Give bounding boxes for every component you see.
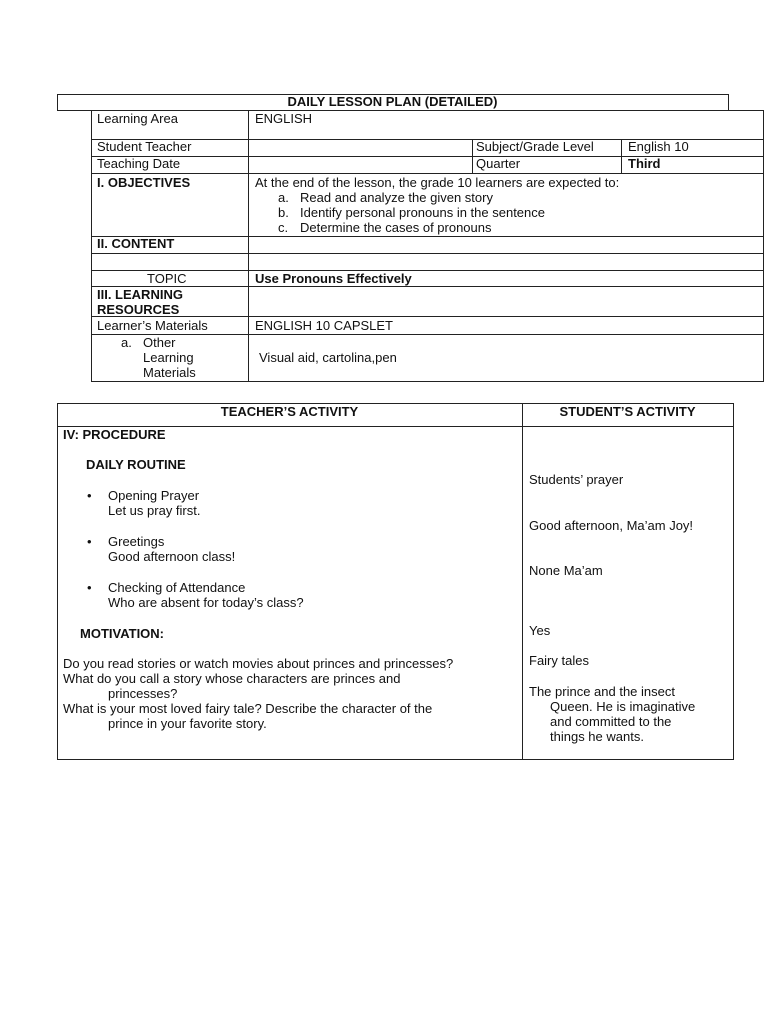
divider [91,334,764,335]
subject-value: English 10 [628,139,689,154]
student-response: Students’ prayer [529,472,624,487]
other-materials-label: Learning [143,350,194,365]
objectives-intro: At the end of the lesson, the grade 10 learners are expected to: [255,175,620,190]
divider [91,316,764,317]
routine-item-detail: Who are absent for today’s class? [108,595,304,610]
objective-item: Determine the cases of pronouns [300,220,492,235]
question-text: prince in your favorite story. [108,716,267,731]
divider [91,286,764,287]
routine-item-title: Checking of Attendance [108,580,246,595]
learning-area-value: ENGLISH [255,111,313,126]
divider [763,110,764,381]
objectives-label: I. OBJECTIVES [97,175,191,190]
question-text: Do you read stories or watch movies about princes and princesses? [63,656,454,671]
question-text: princesses? [108,686,178,701]
resources-label: III. LEARNING [97,287,183,302]
routine-item-detail: Let us pray first. [108,503,201,518]
student-response: None Ma’am [529,563,603,578]
content-label: II. CONTENT [97,236,175,251]
routine-item-detail: Good afternoon class! [108,549,236,564]
resources-label: RESOURCES [97,302,180,317]
other-marker: a. [121,335,132,350]
divider [57,403,58,759]
bullet-icon: • [87,534,92,549]
bullet-icon: • [87,580,92,595]
divider [91,173,764,174]
objective-item: Read and analyze the given story [300,190,493,205]
objective-marker: c. [278,220,289,235]
question-text: What do you call a story whose characters are princes and [63,671,401,686]
student-response: Good afternoon, Ma’am Joy! [529,518,694,533]
student-response: things he wants. [550,729,644,744]
divider [728,94,729,110]
divider [522,403,523,759]
learner-materials-label: Learner’s Materials [97,318,208,333]
divider [91,381,764,382]
topic-label: TOPIC [147,271,187,286]
divider [248,110,249,381]
student-response: Fairy tales [529,653,589,668]
student-teacher-label: Student Teacher [97,139,192,154]
topic-value: Use Pronouns Effectively [255,271,412,286]
learner-materials-value: ENGLISH 10 CAPSLET [255,318,393,333]
learning-area-label: Learning Area [97,111,178,126]
question-text: What is your most loved fairy tale? Describe the character of the [63,701,433,716]
divider [91,110,92,381]
other-materials-label: Materials [143,365,196,380]
other-materials-value: Visual aid, cartolina,pen [259,350,397,365]
subject-label: Subject/Grade Level [476,139,594,154]
page-title: DAILY LESSON PLAN (DETAILED) [287,94,498,109]
routine-item-title: Opening Prayer [108,488,200,503]
divider [91,270,764,271]
quarter-label: Quarter [476,156,521,171]
quarter-value: Third [628,156,661,171]
divider [91,156,764,157]
objective-item: Identify personal pronouns in the sentence [300,205,546,220]
divider [91,253,764,254]
divider [733,403,734,759]
motivation-heading: MOTIVATION: [80,626,165,641]
student-response: Queen. He is imaginative [550,699,696,714]
objective-marker: b. [278,205,289,220]
daily-routine-heading: DAILY ROUTINE [86,457,186,472]
teacher-activity-header: TEACHER’S ACTIVITY [220,404,359,419]
other-materials-label: Other [143,335,176,350]
procedure-heading: IV: PROCEDURE [63,427,166,442]
objective-marker: a. [278,190,289,205]
divider [91,236,764,237]
student-response: and committed to the [550,714,672,729]
routine-item-title: Greetings [108,534,165,549]
divider [57,759,734,760]
teaching-date-label: Teaching Date [97,156,181,171]
bullet-icon: • [87,488,92,503]
student-response: The prince and the insect [529,684,675,699]
student-activity-header: STUDENT’S ACTIVITY [559,404,696,419]
student-response: Yes [529,623,551,638]
